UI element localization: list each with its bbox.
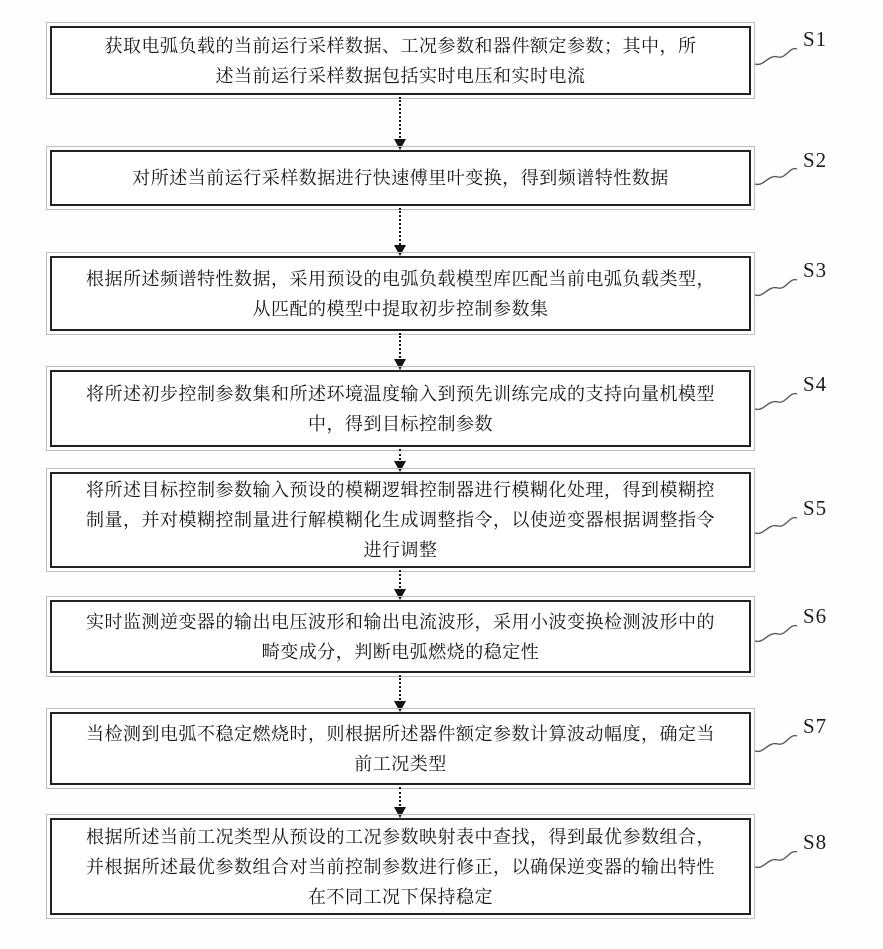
step-text-s5: 将所述目标控制参数输入预设的模糊逻辑控制器进行模糊化处理，得到模糊控 制量，并对模糊控制量进行解模糊化生成调整指令，以使逆变器根据调整指令 进行调整 (86, 480, 715, 560)
step-text-s7: 当检测到电弧不稳定燃烧时，则根据所述器件额定参数计算波动幅度，确定当 前工况类型 (86, 723, 715, 774)
step-text-s4: 将所述初步控制参数集和所述环境温度输入到预先训练完成的支持向量机模型 中，得到目标控制参数 (86, 383, 715, 434)
arrow-line (399, 208, 401, 248)
step-label-s1: S1 (803, 27, 828, 51)
step-label-s2: S2 (803, 148, 828, 172)
step-box-s6 (50, 600, 751, 673)
arrow-down-icon (394, 359, 406, 370)
step-box-s3 (50, 256, 751, 331)
flow-arrow-6 (394, 675, 406, 712)
step-label-s6: S6 (803, 604, 828, 628)
step-label-s5: S5 (803, 496, 828, 520)
step-text-s2: 对所述当前运行采样数据进行快速傅里叶变换，得到频谱特性数据 (132, 168, 669, 188)
step-box-s5 (50, 472, 751, 568)
leader-line-s5 (753, 511, 799, 537)
arrow-down-icon (394, 807, 406, 818)
step-text-s3: 根据所述频谱特性数据，采用预设的电弧负载模型库匹配当前电弧负载类型， 从匹配的模型中提取初步控制参数集 (86, 268, 715, 319)
step-text-s1: 获取电弧负载的当前运行采样数据、工况参数和器件额定参数；其中，所 述当前运行采样数据包括实时电压和实时电流 (104, 35, 697, 86)
step-label-s8: S8 (803, 830, 828, 854)
flow-arrow-1 (394, 97, 406, 150)
arrow-down-icon (394, 461, 406, 472)
step-label-s3: S3 (803, 258, 828, 282)
leader-line-s8 (753, 845, 799, 871)
step-label-s4: S4 (803, 372, 828, 396)
flow-arrow-2 (394, 208, 406, 256)
leader-line-s1 (753, 42, 799, 68)
step-text-s8: 根据所述当前工况类型从预设的工况参数映射表中查找，得到最优参数组合， 并根据所述最优参数组合对当前控制参数进行修正，以确保逆变器的输出特性 在不同工况下保持稳定 (86, 826, 715, 907)
arrow-line (399, 675, 401, 704)
step-box-s1 (50, 26, 751, 95)
step-box-s2 (50, 150, 751, 206)
flow-arrow-4 (394, 449, 406, 472)
leader-line-s2 (753, 162, 799, 188)
arrow-down-icon (394, 589, 406, 600)
step-box-s7 (50, 712, 751, 785)
step-text-s6: 实时监测逆变器的输出电压波形和输出电流波形，采用小波变换检测波形中的 畸变成分，判断电弧燃烧的稳定性 (86, 611, 715, 662)
step-label-s7: S7 (803, 714, 828, 738)
arrow-down-icon (394, 701, 406, 712)
arrow-line (399, 97, 401, 142)
step-box-s4 (50, 370, 751, 447)
arrow-down-icon (394, 139, 406, 150)
step-box-s8 (50, 818, 751, 915)
leader-line-s7 (753, 729, 799, 755)
arrow-line (399, 333, 401, 362)
flow-arrow-7 (394, 787, 406, 818)
leader-line-s4 (753, 387, 799, 413)
flow-arrow-5 (394, 570, 406, 600)
arrow-down-icon (394, 245, 406, 256)
flow-arrow-3 (394, 333, 406, 370)
leader-line-s6 (753, 619, 799, 645)
leader-line-s3 (753, 273, 799, 299)
